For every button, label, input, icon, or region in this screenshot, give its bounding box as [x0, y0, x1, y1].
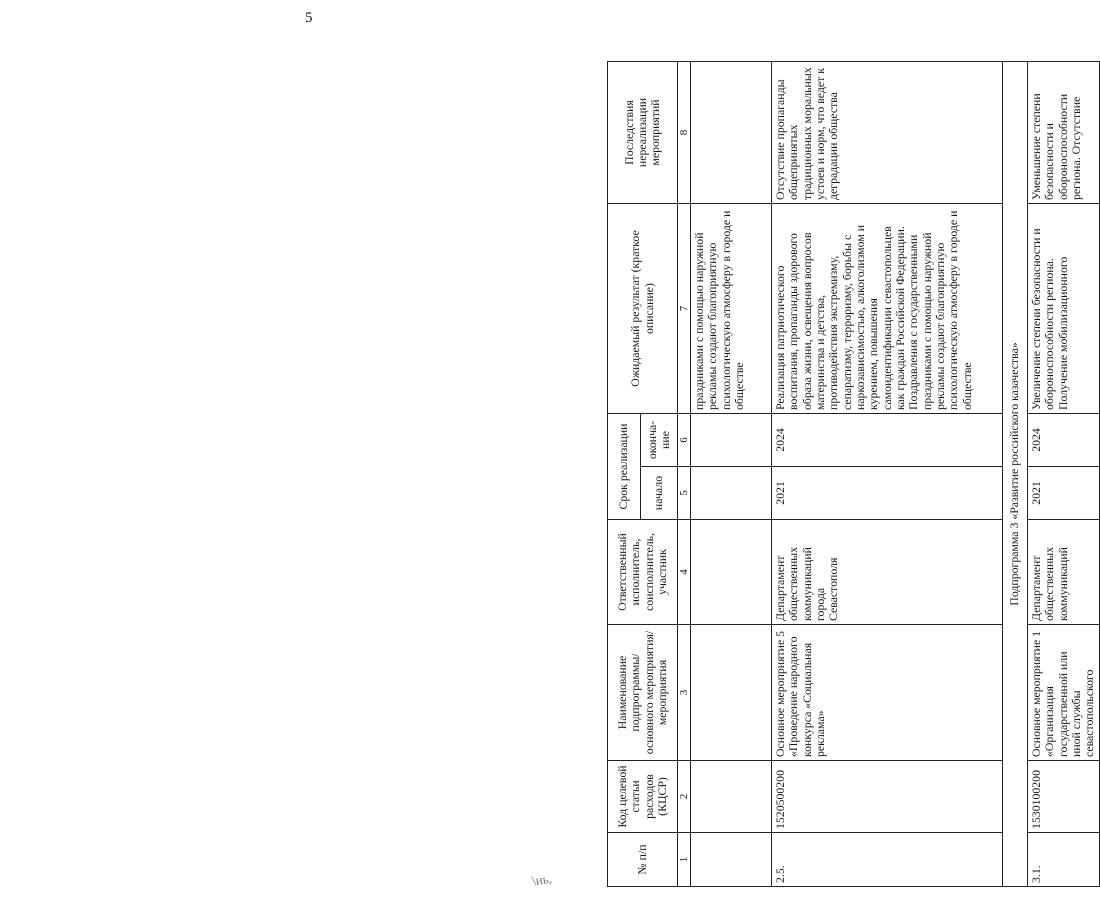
row-result: Реализация патриотического воспитания, пропаганды здорового образа жизни, освещения вопросов материнства и детства, противодействия экстремизму, сепаратизму, терроризму, борьбы с наркозависимостью, алкоголизмом и курением, повышения самоидентификации севастопольцев как граждан Российской Федерации. Поздравления с государственными праздниками с помощью наружной рекламы создают благоприятную психологическую атмосферу в городе и обществе [772, 204, 1003, 414]
page-number: 5 [305, 10, 313, 26]
column-numbers-row [678, 62, 691, 887]
header-row [608, 62, 641, 887]
table-row-2-5 [772, 62, 1003, 887]
row-name: Основное мероприятие 1 «Организация государственной или иной службы севастопольского [1028, 625, 1100, 761]
header-consequences: Последствия нереализации мероприятий [608, 62, 678, 204]
row-responsible: Департамент общественных коммуникаций [1028, 520, 1100, 625]
header-start: начало [641, 467, 678, 520]
header-end: оконча-ние [641, 414, 678, 467]
header-name: Наименование подпрограммы/ основного мероприятия/ мероприятия [608, 625, 678, 761]
colnum: 7 [678, 204, 691, 414]
subprogram-row [1003, 62, 1028, 887]
row-code: 1530100200 [1028, 761, 1100, 833]
colnum: 5 [678, 467, 691, 520]
row-result: Увеличение степени безопасности и обороноспособности региона. Получение мобилизационного [1028, 204, 1100, 414]
header-no: № п/п [608, 833, 678, 887]
measures-table [607, 61, 1100, 887]
row-name: Основное мероприятие 5 «Проведение народного конкурса «Социальная реклама» [772, 625, 1003, 761]
row-start: 2021 [772, 467, 1003, 520]
handwritten-mark: \иь, [530, 870, 553, 889]
continuation-result: праздниками с помощью наружной рекламы создают благоприятную психологическую атмосферу в городе и обществе [691, 204, 772, 414]
header-result: Ожидаемый результат (краткое описание) [608, 204, 678, 414]
colnum: 2 [678, 761, 691, 833]
row-no: 3.1. [1028, 833, 1100, 887]
row-end: 2024 [772, 414, 1003, 467]
continuation-row [691, 62, 772, 887]
colnum: 3 [678, 625, 691, 761]
header-code: Код целевой статьи расходов (КЦСР) [608, 761, 678, 833]
colnum: 6 [678, 414, 691, 467]
row-consequences: Уменьшение степени безопасности и обороноспособности региона. Отсутствие [1028, 62, 1100, 204]
row-end: 2024 [1028, 414, 1100, 467]
subprogram-title: Подпрограмма 3 «Развитие российского казачества» [1003, 62, 1028, 887]
row-code: 1520500200 [772, 761, 1003, 833]
rotated-page [607, 62, 1097, 887]
row-consequences: Отсутствие пропаганды общепринятых традиционных моральных устоев и норм, что ведет к деградации общества [772, 62, 1003, 204]
row-start: 2021 [1028, 467, 1100, 520]
table-row-3-1 [1028, 62, 1100, 887]
header-responsible: Ответственный исполнитель, соисполнитель, участник [608, 520, 678, 625]
header-period: Срок реализации [608, 414, 641, 520]
colnum: 8 [678, 62, 691, 204]
row-no: 2.5. [772, 833, 1003, 887]
colnum: 1 [678, 833, 691, 887]
row-responsible: Департамент общественных коммуникаций города Севастополя [772, 520, 1003, 625]
colnum: 4 [678, 520, 691, 625]
